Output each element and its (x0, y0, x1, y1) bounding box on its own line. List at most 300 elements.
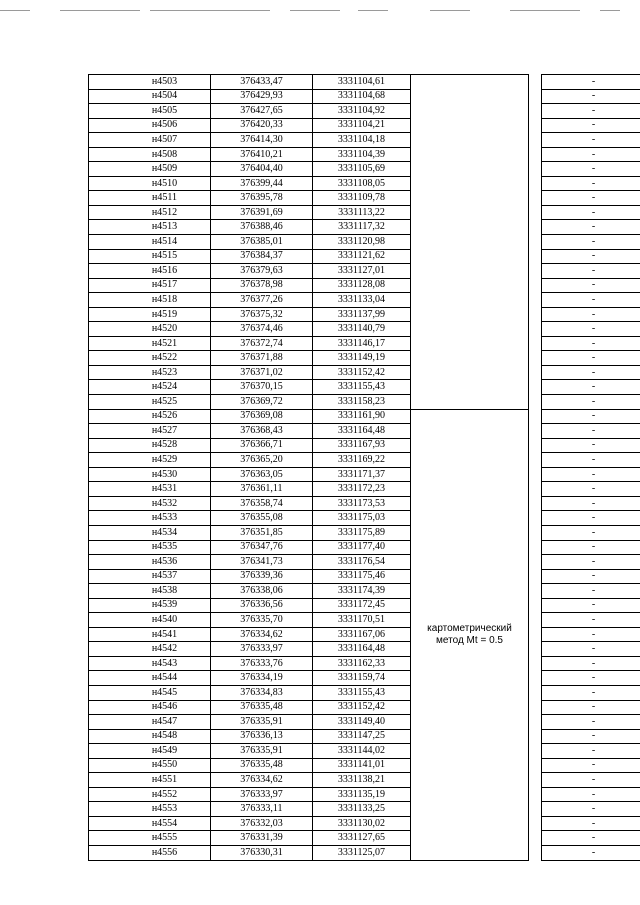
x-coordinate-cell: 376420,33 (211, 118, 313, 133)
x-coordinate-cell: 376371,88 (211, 351, 313, 366)
table-row (89, 729, 640, 744)
coordinates-table-body (89, 75, 640, 861)
point-name-cell: н4507 (89, 133, 211, 148)
spacer-cell (529, 831, 542, 846)
y-coordinate-cell: 3331141,01 (313, 758, 411, 773)
x-coordinate-cell: 376388,46 (211, 220, 313, 235)
y-coordinate-cell: 3331172,45 (313, 598, 411, 613)
method-cell (411, 75, 529, 410)
spacer-cell (529, 191, 542, 206)
point-name-cell: н4526 (89, 409, 211, 424)
accuracy-cell: - (542, 715, 640, 730)
x-coordinate-cell: 376414,30 (211, 133, 313, 148)
y-coordinate-cell: 3331133,04 (313, 293, 411, 308)
accuracy-cell: - (542, 685, 640, 700)
spacer-cell (529, 773, 542, 788)
point-name-cell: н4504 (89, 89, 211, 104)
y-coordinate-cell: 3331155,43 (313, 380, 411, 395)
spacer-cell (529, 685, 542, 700)
table-row (89, 89, 640, 104)
point-name-cell: н4527 (89, 424, 211, 439)
x-coordinate-cell: 376336,13 (211, 729, 313, 744)
method-text: картометрический метод Mt = 0.5 (427, 622, 512, 646)
table-row (89, 467, 640, 482)
table-row (89, 816, 640, 831)
spacer-cell (529, 162, 542, 177)
spacer-cell (529, 598, 542, 613)
point-name-cell: н4519 (89, 307, 211, 322)
accuracy-cell: - (542, 642, 640, 657)
table-row (89, 540, 640, 555)
spacer-cell (529, 104, 542, 119)
spacer-cell (529, 205, 542, 220)
spacer-cell (529, 293, 542, 308)
point-name-cell: н4517 (89, 278, 211, 293)
table-row (89, 191, 640, 206)
spacer-cell (529, 147, 542, 162)
spacer-cell (529, 467, 542, 482)
accuracy-cell: - (542, 613, 640, 628)
spacer-cell (529, 656, 542, 671)
y-coordinate-cell: 3331128,08 (313, 278, 411, 293)
spacer-cell (529, 715, 542, 730)
spacer-cell (529, 569, 542, 584)
y-coordinate-cell: 3331104,92 (313, 104, 411, 119)
point-name-cell: н4545 (89, 685, 211, 700)
point-name-cell: н4540 (89, 613, 211, 628)
accuracy-cell: - (542, 729, 640, 744)
y-coordinate-cell: 3331125,07 (313, 845, 411, 860)
y-coordinate-cell: 3331162,33 (313, 656, 411, 671)
x-coordinate-cell: 376333,11 (211, 802, 313, 817)
table-row (89, 351, 640, 366)
spacer-cell (529, 424, 542, 439)
accuracy-cell: - (542, 75, 640, 90)
x-coordinate-cell: 376429,93 (211, 89, 313, 104)
table-row (89, 249, 640, 264)
spacer-cell (529, 627, 542, 642)
x-coordinate-cell: 376372,74 (211, 336, 313, 351)
accuracy-cell: - (542, 351, 640, 366)
spacer-cell (529, 336, 542, 351)
point-name-cell: н4533 (89, 511, 211, 526)
y-coordinate-cell: 3331127,65 (313, 831, 411, 846)
table-row (89, 627, 640, 642)
point-name-cell: н4546 (89, 700, 211, 715)
accuracy-cell: - (542, 511, 640, 526)
accuracy-cell: - (542, 787, 640, 802)
accuracy-cell: - (542, 336, 640, 351)
spacer-cell (529, 496, 542, 511)
x-coordinate-cell: 376365,20 (211, 453, 313, 468)
x-coordinate-cell: 376391,69 (211, 205, 313, 220)
y-coordinate-cell: 3331164,48 (313, 642, 411, 657)
point-name-cell: н4555 (89, 831, 211, 846)
y-coordinate-cell: 3331147,25 (313, 729, 411, 744)
spacer-cell (529, 278, 542, 293)
table-row (89, 395, 640, 410)
y-coordinate-cell: 3331176,54 (313, 555, 411, 570)
x-coordinate-cell: 376370,15 (211, 380, 313, 395)
point-name-cell: н4521 (89, 336, 211, 351)
point-name-cell: н4551 (89, 773, 211, 788)
x-coordinate-cell: 376339,36 (211, 569, 313, 584)
point-name-cell: н4553 (89, 802, 211, 817)
point-name-cell: н4547 (89, 715, 211, 730)
point-name-cell: н4554 (89, 816, 211, 831)
spacer-cell (529, 816, 542, 831)
x-coordinate-cell: 376335,48 (211, 700, 313, 715)
x-coordinate-cell: 376369,72 (211, 395, 313, 410)
y-coordinate-cell: 3331155,43 (313, 685, 411, 700)
accuracy-cell: - (542, 104, 640, 119)
accuracy-cell: - (542, 205, 640, 220)
point-name-cell: н4509 (89, 162, 211, 177)
point-name-cell: н4520 (89, 322, 211, 337)
table-row (89, 133, 640, 148)
x-coordinate-cell: 376333,76 (211, 656, 313, 671)
x-coordinate-cell: 376395,78 (211, 191, 313, 206)
table-row (89, 307, 640, 322)
accuracy-cell: - (542, 758, 640, 773)
spacer-cell (529, 380, 542, 395)
x-coordinate-cell: 376335,91 (211, 744, 313, 759)
table-row (89, 438, 640, 453)
table-row (89, 409, 640, 424)
point-name-cell: н4506 (89, 118, 211, 133)
spacer-cell (529, 220, 542, 235)
x-coordinate-cell: 376333,97 (211, 787, 313, 802)
point-name-cell: н4525 (89, 395, 211, 410)
spacer-cell (529, 540, 542, 555)
spacer-cell (529, 845, 542, 860)
table-row (89, 278, 640, 293)
y-coordinate-cell: 3331146,17 (313, 336, 411, 351)
accuracy-cell: - (542, 278, 640, 293)
spacer-cell (529, 322, 542, 337)
table-row (89, 569, 640, 584)
x-coordinate-cell: 376358,74 (211, 496, 313, 511)
y-coordinate-cell: 3331149,40 (313, 715, 411, 730)
accuracy-cell: - (542, 831, 640, 846)
table-row (89, 176, 640, 191)
accuracy-cell: - (542, 220, 640, 235)
table-row (89, 613, 640, 628)
y-coordinate-cell: 3331175,46 (313, 569, 411, 584)
spacer-cell (529, 249, 542, 264)
y-coordinate-cell: 3331108,05 (313, 176, 411, 191)
y-coordinate-cell: 3331138,21 (313, 773, 411, 788)
x-coordinate-cell: 376334,83 (211, 685, 313, 700)
y-coordinate-cell: 3331144,02 (313, 744, 411, 759)
accuracy-cell: - (542, 307, 640, 322)
y-coordinate-cell: 3331177,40 (313, 540, 411, 555)
point-name-cell: н4535 (89, 540, 211, 555)
accuracy-cell: - (542, 293, 640, 308)
accuracy-cell: - (542, 176, 640, 191)
accuracy-cell: - (542, 627, 640, 642)
y-coordinate-cell: 3331104,61 (313, 75, 411, 90)
accuracy-cell: - (542, 147, 640, 162)
table-row (89, 496, 640, 511)
x-coordinate-cell: 376371,02 (211, 365, 313, 380)
y-coordinate-cell: 3331158,23 (313, 395, 411, 410)
accuracy-cell: - (542, 816, 640, 831)
y-coordinate-cell: 3331161,90 (313, 409, 411, 424)
spacer-cell (529, 642, 542, 657)
spacer-cell (529, 584, 542, 599)
point-name-cell: н4510 (89, 176, 211, 191)
y-coordinate-cell: 3331152,42 (313, 700, 411, 715)
x-coordinate-cell: 376355,08 (211, 511, 313, 526)
x-coordinate-cell: 376334,19 (211, 671, 313, 686)
accuracy-cell: - (542, 744, 640, 759)
spacer-cell (529, 729, 542, 744)
accuracy-cell: - (542, 555, 640, 570)
y-coordinate-cell: 3331167,06 (313, 627, 411, 642)
y-coordinate-cell: 3331133,25 (313, 802, 411, 817)
y-coordinate-cell: 3331149,19 (313, 351, 411, 366)
x-coordinate-cell: 376330,31 (211, 845, 313, 860)
spacer-cell (529, 700, 542, 715)
table-row (89, 656, 640, 671)
x-coordinate-cell: 376433,47 (211, 75, 313, 90)
point-name-cell: н4508 (89, 147, 211, 162)
accuracy-cell: - (542, 162, 640, 177)
x-coordinate-cell: 376335,91 (211, 715, 313, 730)
spacer-cell (529, 555, 542, 570)
y-coordinate-cell: 3331175,89 (313, 525, 411, 540)
y-coordinate-cell: 3331104,68 (313, 89, 411, 104)
accuracy-cell: - (542, 467, 640, 482)
spacer-cell (529, 118, 542, 133)
x-coordinate-cell: 376347,76 (211, 540, 313, 555)
table-row (89, 104, 640, 119)
point-name-cell: н4539 (89, 598, 211, 613)
point-name-cell: н4522 (89, 351, 211, 366)
accuracy-cell: - (542, 773, 640, 788)
spacer-cell (529, 395, 542, 410)
accuracy-cell: - (542, 395, 640, 410)
table-row (89, 293, 640, 308)
y-coordinate-cell: 3331167,93 (313, 438, 411, 453)
table-row (89, 802, 640, 817)
spacer-cell (529, 307, 542, 322)
y-coordinate-cell: 3331121,62 (313, 249, 411, 264)
table-row (89, 453, 640, 468)
table-row (89, 75, 640, 90)
y-coordinate-cell: 3331113,22 (313, 205, 411, 220)
table-row (89, 147, 640, 162)
spacer-cell (529, 235, 542, 250)
y-coordinate-cell: 3331171,37 (313, 467, 411, 482)
y-coordinate-cell: 3331120,98 (313, 235, 411, 250)
y-coordinate-cell: 3331159,74 (313, 671, 411, 686)
spacer-cell (529, 613, 542, 628)
y-coordinate-cell: 3331140,79 (313, 322, 411, 337)
table-row (89, 758, 640, 773)
accuracy-cell: - (542, 802, 640, 817)
accuracy-cell: - (542, 482, 640, 497)
accuracy-cell: - (542, 700, 640, 715)
accuracy-cell: - (542, 191, 640, 206)
accuracy-cell: - (542, 89, 640, 104)
y-coordinate-cell: 3331172,23 (313, 482, 411, 497)
point-name-cell: н4515 (89, 249, 211, 264)
table-row (89, 642, 640, 657)
spacer-cell (529, 787, 542, 802)
point-name-cell: н4531 (89, 482, 211, 497)
point-name-cell: н4550 (89, 758, 211, 773)
table-row (89, 118, 640, 133)
point-name-cell: н4511 (89, 191, 211, 206)
table-row (89, 380, 640, 395)
point-name-cell: н4552 (89, 787, 211, 802)
y-coordinate-cell: 3331117,32 (313, 220, 411, 235)
spacer-cell (529, 75, 542, 90)
y-coordinate-cell: 3331135,19 (313, 787, 411, 802)
table-row (89, 598, 640, 613)
spacer-cell (529, 409, 542, 424)
accuracy-cell: - (542, 540, 640, 555)
accuracy-cell: - (542, 264, 640, 279)
point-name-cell: н4516 (89, 264, 211, 279)
spacer-cell (529, 802, 542, 817)
x-coordinate-cell: 376399,44 (211, 176, 313, 191)
y-coordinate-cell: 3331174,39 (313, 584, 411, 599)
x-coordinate-cell: 376334,62 (211, 773, 313, 788)
point-name-cell: н4538 (89, 584, 211, 599)
point-name-cell: н4532 (89, 496, 211, 511)
scan-edge-artifact (0, 10, 640, 12)
table-row (89, 322, 640, 337)
y-coordinate-cell: 3331152,42 (313, 365, 411, 380)
spacer-cell (529, 671, 542, 686)
table-row (89, 220, 640, 235)
point-name-cell: н4549 (89, 744, 211, 759)
table-row (89, 525, 640, 540)
point-name-cell: н4529 (89, 453, 211, 468)
x-coordinate-cell: 376368,43 (211, 424, 313, 439)
y-coordinate-cell: 3331109,78 (313, 191, 411, 206)
point-name-cell: н4534 (89, 525, 211, 540)
accuracy-cell: - (542, 671, 640, 686)
y-coordinate-cell: 3331170,51 (313, 613, 411, 628)
table-row (89, 511, 640, 526)
x-coordinate-cell: 376369,08 (211, 409, 313, 424)
spacer-cell (529, 365, 542, 380)
spacer-cell (529, 482, 542, 497)
point-name-cell: н4503 (89, 75, 211, 90)
table-row (89, 773, 640, 788)
y-coordinate-cell: 3331173,53 (313, 496, 411, 511)
x-coordinate-cell: 376332,03 (211, 816, 313, 831)
y-coordinate-cell: 3331175,03 (313, 511, 411, 526)
point-name-cell: н4528 (89, 438, 211, 453)
point-name-cell: н4518 (89, 293, 211, 308)
accuracy-cell: - (542, 656, 640, 671)
table-row (89, 584, 640, 599)
x-coordinate-cell: 376384,37 (211, 249, 313, 264)
accuracy-cell: - (542, 598, 640, 613)
y-coordinate-cell: 3331130,02 (313, 816, 411, 831)
y-coordinate-cell: 3331105,69 (313, 162, 411, 177)
y-coordinate-cell: 3331169,22 (313, 453, 411, 468)
accuracy-cell: - (542, 133, 640, 148)
table-row (89, 205, 640, 220)
spacer-cell (529, 264, 542, 279)
method-cell (411, 409, 529, 860)
spacer-cell (529, 89, 542, 104)
x-coordinate-cell: 376331,39 (211, 831, 313, 846)
x-coordinate-cell: 376404,40 (211, 162, 313, 177)
x-coordinate-cell: 376351,85 (211, 525, 313, 540)
accuracy-cell: - (542, 322, 640, 337)
x-coordinate-cell: 376361,11 (211, 482, 313, 497)
table-row (89, 424, 640, 439)
table-row (89, 235, 640, 250)
accuracy-cell: - (542, 453, 640, 468)
spacer-cell (529, 511, 542, 526)
point-name-cell: н4556 (89, 845, 211, 860)
point-name-cell: н4524 (89, 380, 211, 395)
spacer-cell (529, 438, 542, 453)
point-name-cell: н4512 (89, 205, 211, 220)
spacer-cell (529, 758, 542, 773)
spacer-cell (529, 525, 542, 540)
table-row (89, 787, 640, 802)
x-coordinate-cell: 376335,70 (211, 613, 313, 628)
x-coordinate-cell: 376385,01 (211, 235, 313, 250)
table-row (89, 700, 640, 715)
accuracy-cell: - (542, 380, 640, 395)
y-coordinate-cell: 3331164,48 (313, 424, 411, 439)
accuracy-cell: - (542, 249, 640, 264)
point-name-cell: н4541 (89, 627, 211, 642)
point-name-cell: н4514 (89, 235, 211, 250)
table-row (89, 831, 640, 846)
x-coordinate-cell: 376374,46 (211, 322, 313, 337)
y-coordinate-cell: 3331104,21 (313, 118, 411, 133)
coordinates-table (88, 74, 640, 861)
table-row (89, 685, 640, 700)
x-coordinate-cell: 376375,32 (211, 307, 313, 322)
x-coordinate-cell: 376377,26 (211, 293, 313, 308)
x-coordinate-cell: 376333,97 (211, 642, 313, 657)
table-row (89, 671, 640, 686)
table-row (89, 715, 640, 730)
y-coordinate-cell: 3331104,39 (313, 147, 411, 162)
accuracy-cell: - (542, 438, 640, 453)
table-row (89, 162, 640, 177)
point-name-cell: н4536 (89, 555, 211, 570)
spacer-cell (529, 351, 542, 366)
accuracy-cell: - (542, 424, 640, 439)
spacer-cell (529, 133, 542, 148)
x-coordinate-cell: 376378,98 (211, 278, 313, 293)
x-coordinate-cell: 376363,05 (211, 467, 313, 482)
y-coordinate-cell: 3331127,01 (313, 264, 411, 279)
point-name-cell: н4513 (89, 220, 211, 235)
accuracy-cell: - (542, 365, 640, 380)
x-coordinate-cell: 376338,06 (211, 584, 313, 599)
accuracy-cell: - (542, 569, 640, 584)
x-coordinate-cell: 376379,63 (211, 264, 313, 279)
x-coordinate-cell: 376334,62 (211, 627, 313, 642)
spacer-cell (529, 176, 542, 191)
accuracy-cell: - (542, 525, 640, 540)
table-row (89, 845, 640, 860)
